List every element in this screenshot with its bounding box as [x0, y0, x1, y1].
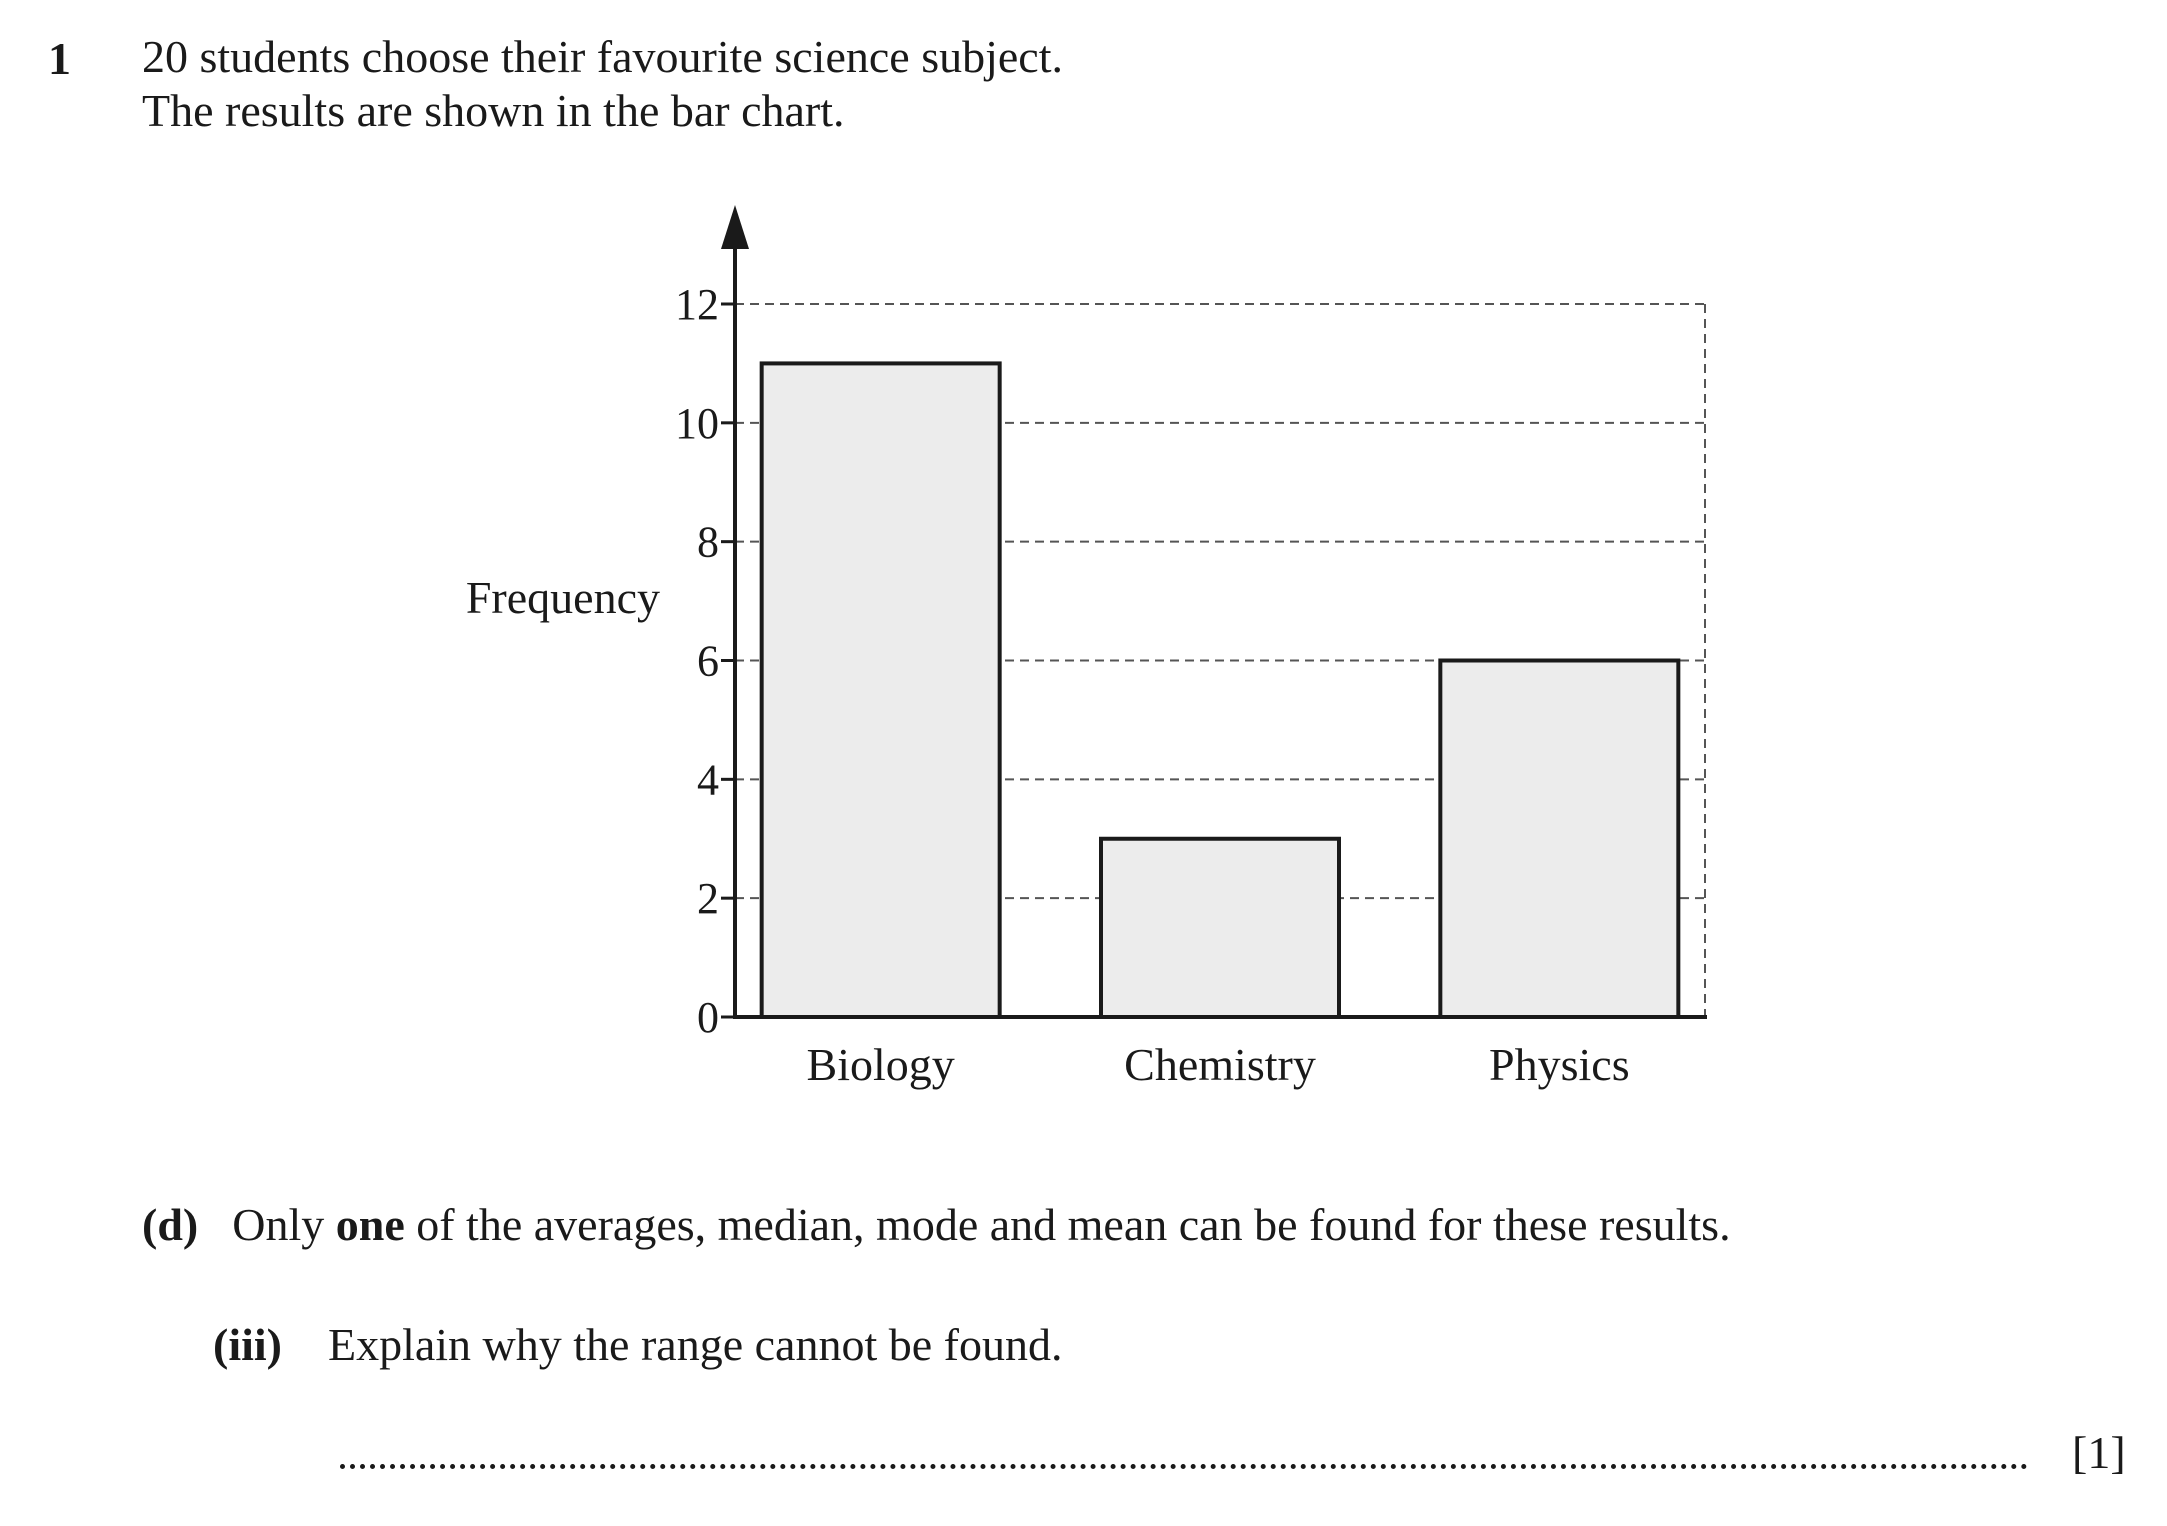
bar-physics	[1440, 661, 1678, 1018]
part-d-emphasis: one	[335, 1199, 405, 1250]
chart-bars	[762, 363, 1679, 1017]
marks-label: [1]	[2072, 1427, 2126, 1478]
y-tick-label-4: 4	[697, 755, 719, 805]
y-tick-label-6: 6	[697, 636, 719, 686]
x-category-label-chemistry: Chemistry	[1124, 1039, 1316, 1090]
y-tick-label-12: 12	[675, 280, 719, 329]
bar-chemistry	[1101, 839, 1339, 1017]
stem-line-1: 20 students choose their favourite science subject.	[142, 31, 1063, 82]
part-d-iii-label: (iii)	[213, 1319, 282, 1370]
part-d-label: (d)	[142, 1199, 199, 1250]
x-category-label-physics: Physics	[1489, 1039, 1630, 1090]
x-category-label-biology: Biology	[806, 1039, 955, 1090]
part-d-text-after: of the averages, median, mode and mean can be found for these results.	[404, 1199, 1731, 1250]
y-axis-arrowhead	[721, 205, 749, 249]
part-d-prompt	[142, 1198, 1731, 1251]
y-axis-label: Frequency	[465, 572, 660, 623]
part-d-text-before: Only	[232, 1199, 336, 1250]
y-tick-label-10: 10	[675, 398, 719, 448]
question-number: 1	[48, 33, 71, 84]
stem-line-2: The results are shown in the bar chart.	[142, 85, 845, 136]
y-tick-label-8: 8	[697, 517, 719, 567]
answer-line[interactable]	[340, 1464, 2028, 1469]
part-d-iii-text: Explain why the range cannot be found.	[327, 1319, 1063, 1370]
y-tick-label-2: 2	[697, 874, 719, 924]
part-d-iii-prompt	[213, 1318, 1062, 1371]
bar-biology	[762, 363, 1000, 1017]
y-tick-label-0: 0	[697, 993, 719, 1042]
